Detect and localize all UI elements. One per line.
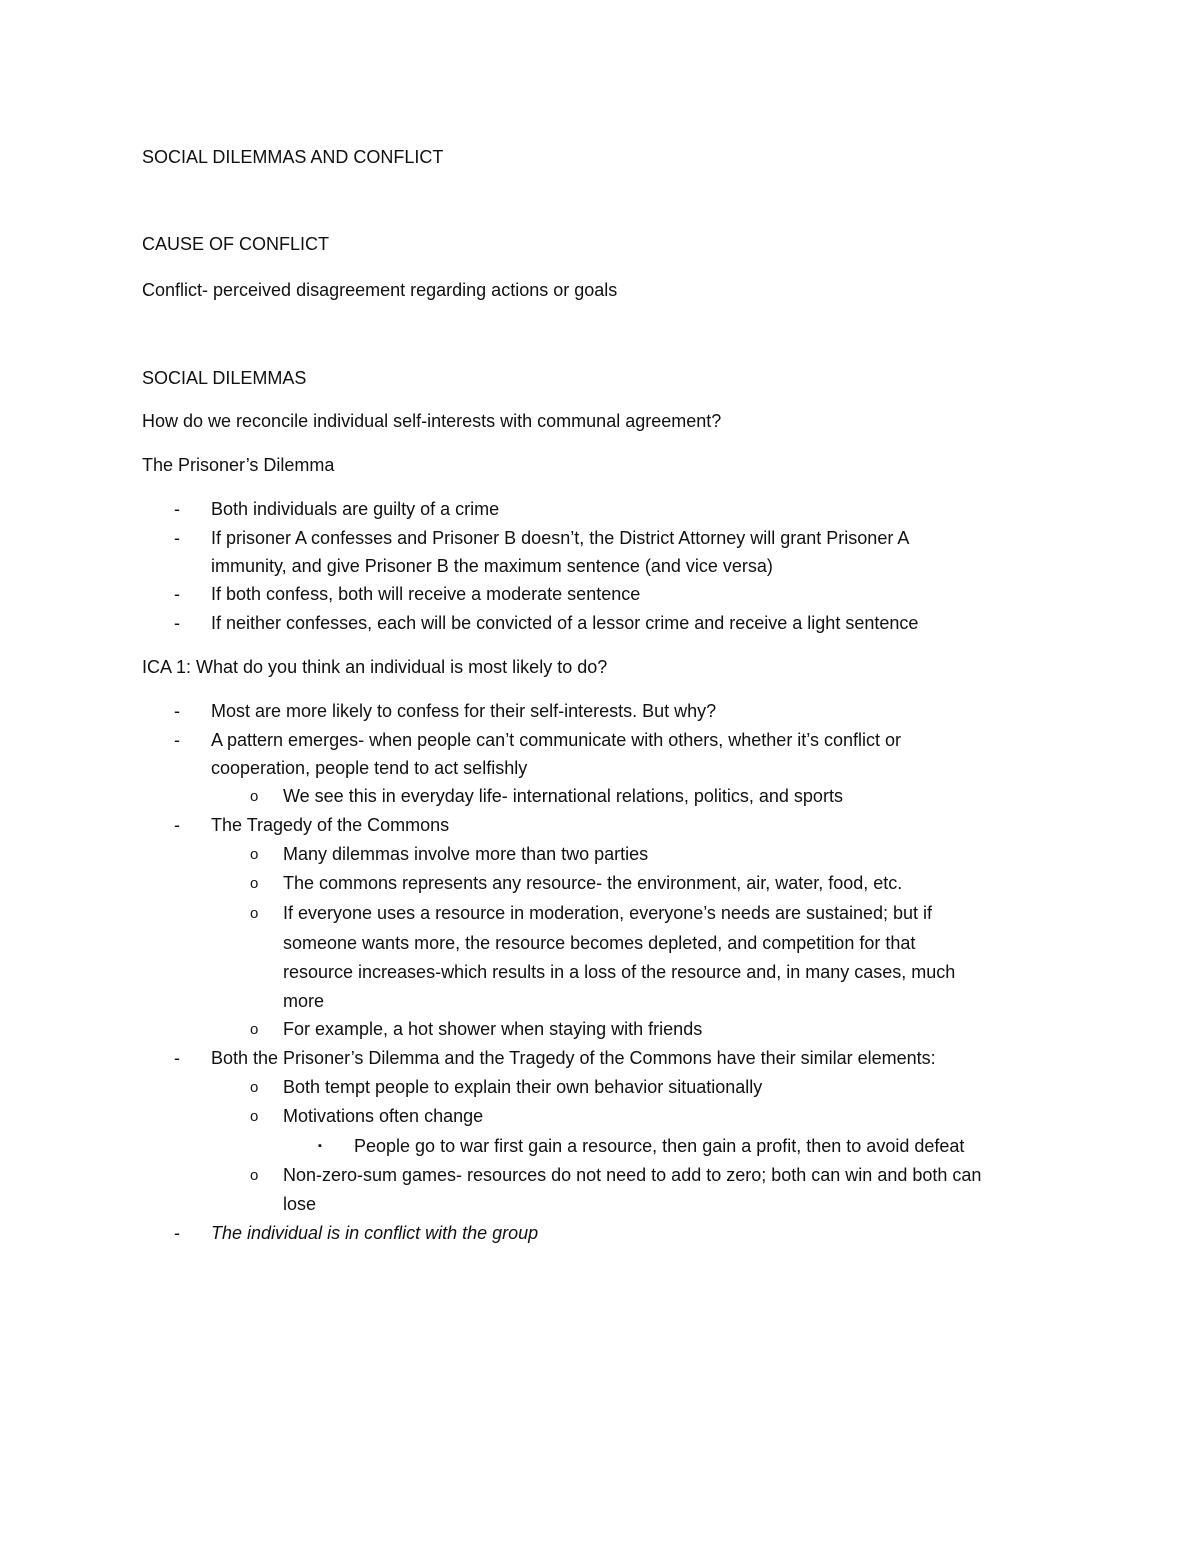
list-item-continuation: cooperation, people tend to act selfishly [211,758,528,778]
dash-bullet: - [174,730,180,750]
sub-list-item: Many dilemmas involve more than two parties [283,844,649,864]
list-item: Both the Prisoner’s Dilemma and the Tragedy of the Commons have their similar elements: [211,1048,936,1068]
dash-bullet: - [174,815,180,835]
circle-bullet: o [250,1079,259,1096]
dash-bullet: - [174,701,180,721]
conflict-definition: Conflict- perceived disagreement regarding actions or goals [142,280,618,300]
ica-question: ICA 1: What do you think an individual is most likely to do? [142,657,608,677]
circle-bullet: o [250,1167,259,1184]
sub-list-item-continuation: resource increases-which results in a loss of the resource and, in many cases, much [283,962,956,982]
sub-list-item: Non-zero-sum games- resources do not need to add to zero; both can win and both can [283,1165,982,1185]
sub-list-item: We see this in everyday life- international relations, politics, and sports [283,786,843,806]
sub-list-item-continuation: more [283,991,325,1011]
sub-list-item: If everyone uses a resource in moderation, everyone’s needs are sustained; but if [283,903,933,923]
list-item: If neither confesses, each will be convicted of a lessor crime and receive a light sentence [211,613,919,633]
circle-bullet: o [250,905,259,922]
sub-list-item: Motivations often change [283,1106,484,1126]
list-item: Most are more likely to confess for their self-interests. But why? [211,701,717,721]
prisoners-dilemma-heading: The Prisoner’s Dilemma [142,455,335,475]
sub-list-item: For example, a hot shower when staying with friends [283,1019,703,1039]
sub-list-item: The commons represents any resource- the environment, air, water, food, etc. [283,873,903,893]
section-heading-cause-of-conflict: CAUSE OF CONFLICT [142,234,330,254]
document-title: SOCIAL DILEMMAS AND CONFLICT [142,147,444,167]
list-item: Both individuals are guilty of a crime [211,499,500,519]
sub-list-item-continuation: lose [283,1194,317,1214]
dash-bullet: - [174,528,180,548]
conclusion-item: The individual is in conflict with the group [211,1223,539,1243]
list-item: If prisoner A confesses and Prisoner B doesn’t, the District Attorney will grant Prisoner A [211,528,910,548]
sub-list-item-continuation: someone wants more, the resource becomes depleted, and competition for that [283,933,916,953]
dash-bullet: - [174,1223,180,1243]
sub-list-item: Both tempt people to explain their own behavior situationally [283,1077,763,1097]
list-item: The Tragedy of the Commons [211,815,450,835]
dash-bullet: - [174,613,180,633]
circle-bullet: o [250,788,259,805]
section-heading-social-dilemmas: SOCIAL DILEMMAS [142,368,307,388]
dash-bullet: - [174,1048,180,1068]
list-item: A pattern emerges- when people can’t communicate with others, whether it’s conflict or [211,730,902,750]
circle-bullet: o [250,846,259,863]
list-item: If both confess, both will receive a moderate sentence [211,584,641,604]
reconcile-question: How do we reconcile individual self-interests with communal agreement? [142,411,722,431]
circle-bullet: o [250,875,259,892]
list-item-continuation: immunity, and give Prisoner B the maximum sentence (and vice versa) [211,556,773,576]
sub-sub-list-item: People go to war first gain a resource, then gain a profit, then to avoid defeat [354,1136,965,1156]
square-bullet: ▪ [318,1140,322,1152]
dash-bullet: - [174,584,180,604]
circle-bullet: o [250,1021,259,1038]
circle-bullet: o [250,1108,259,1125]
dash-bullet: - [174,499,180,519]
